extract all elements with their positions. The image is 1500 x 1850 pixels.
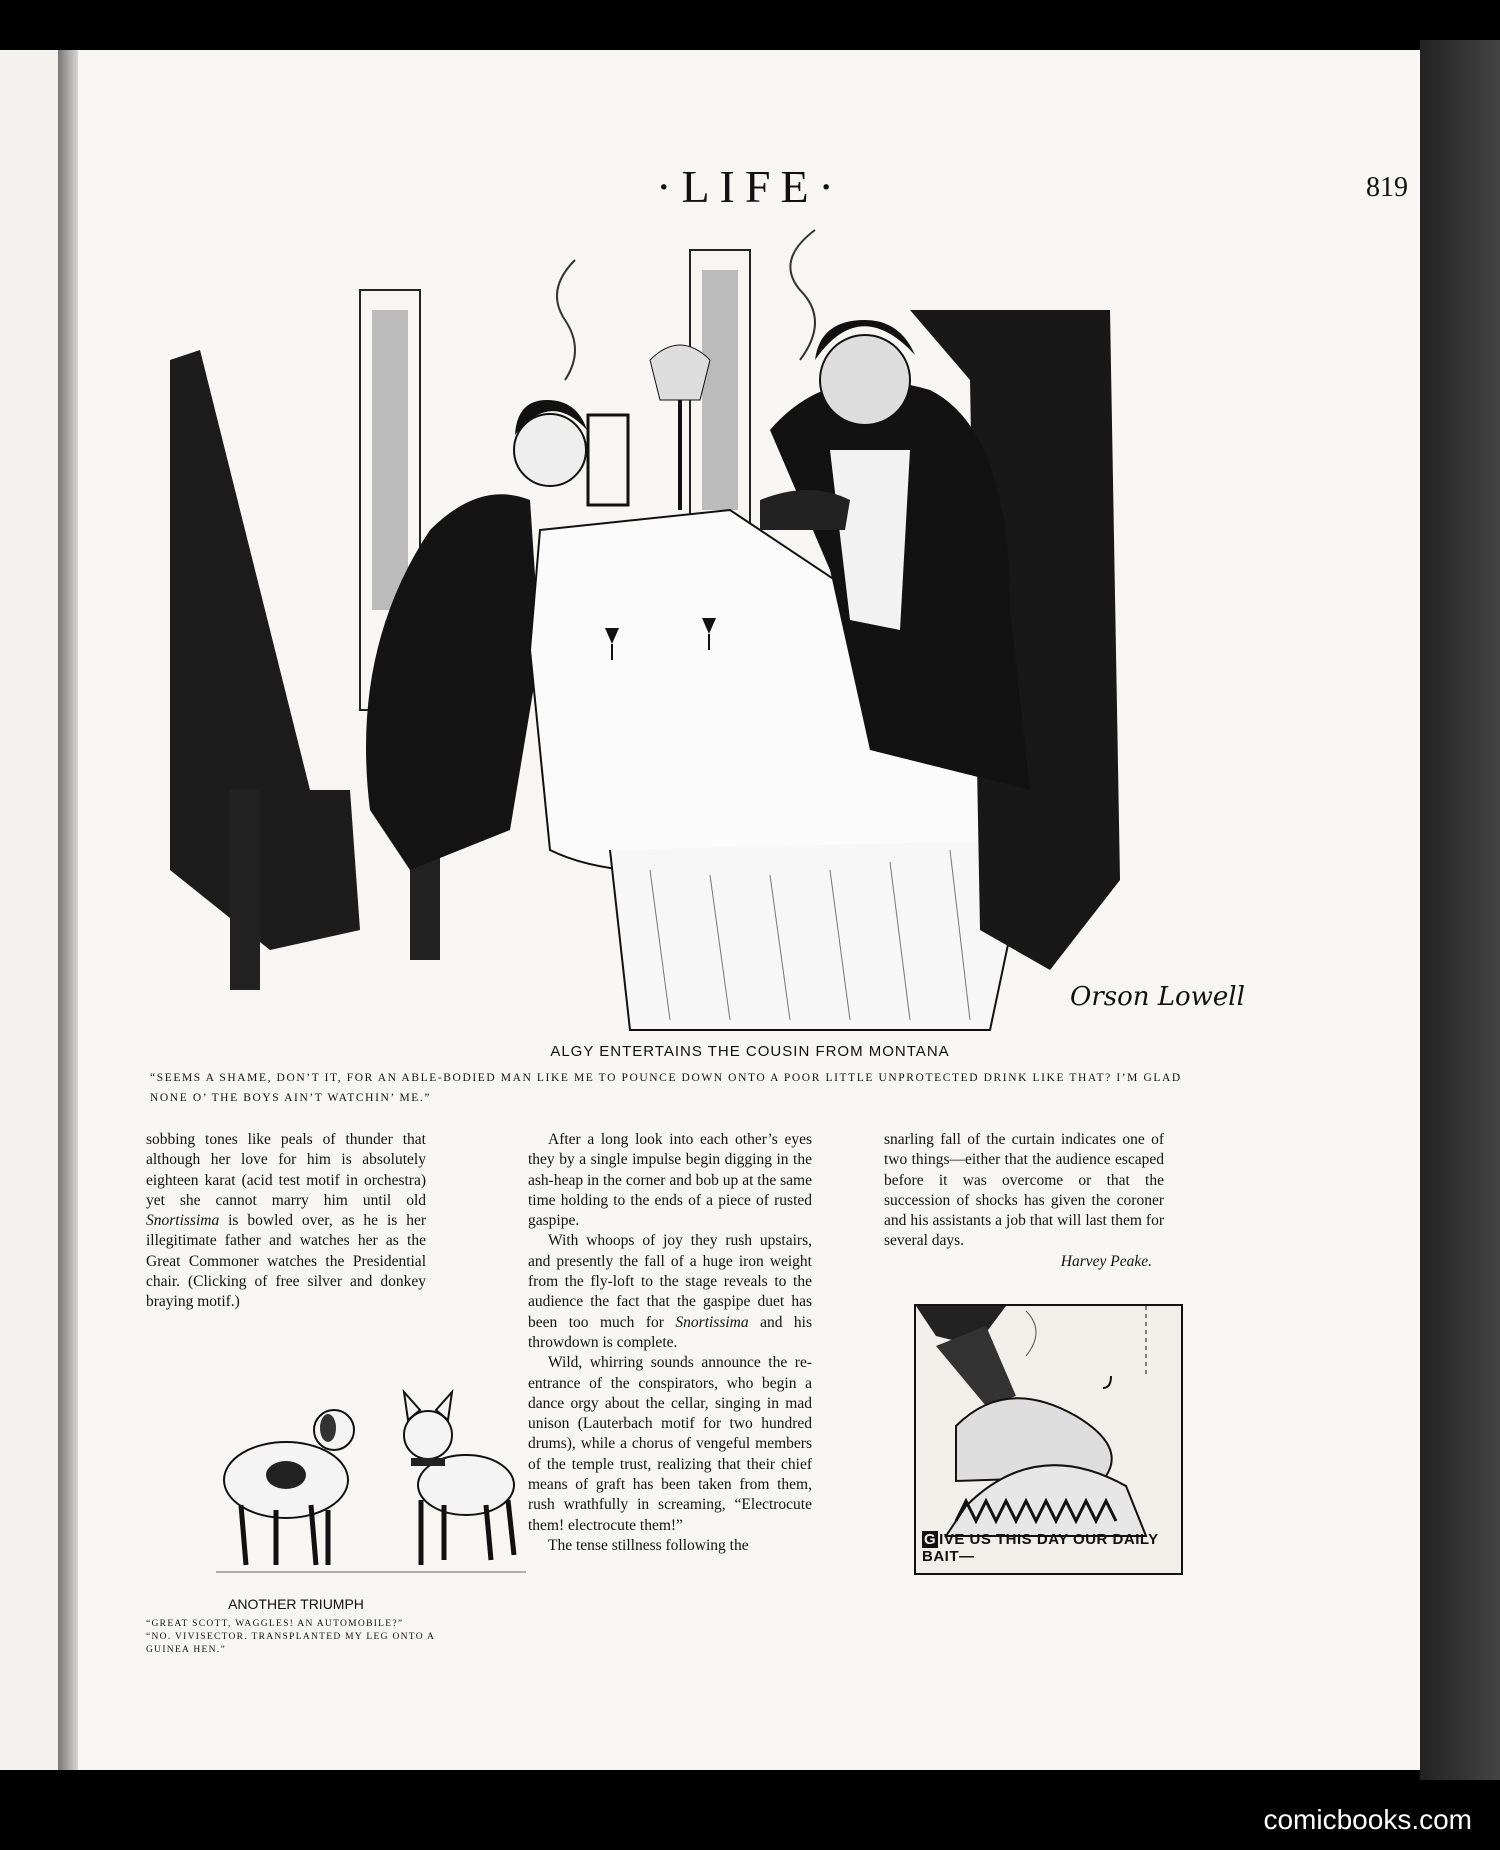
dogs-quote-line-2: “NO. VIVISECTOR. TRANSPLANTED MY LEG ONTO A GUINEA HEN.” — [146, 1632, 435, 1655]
dogs-quote-line-1: “GREAT SCOTT, WAGGLES! AN AUTOMOBILE?” — [146, 1619, 404, 1629]
page-edge-right — [1420, 40, 1500, 1780]
column2-paragraph-2: With whoops of joy they rush upstairs, and presently the fall of a huge iron weight from the fly-loft to the stage reveals to the audience the fact that the gaspipe duet has been too much for Snortissima and his throwdown is complete. — [528, 1232, 813, 1351]
dogs-cartoon-quote — [146, 1618, 446, 1657]
dogs-illustration — [216, 1360, 526, 1590]
illustration-quote: “SEEMS A SHAME, DON’T IT, FOR AN ABLE-BODIED MAN LIKE ME TO POUNCE DOWN ONTO A POOR LITTLE UNPROTECTED DRINK LIKE THAT? I’M GLAD NONE O’ THE BOYS AIN’T WATCHIN’ ME.” — [150, 1072, 1182, 1104]
column2-paragraph-1: After a long look into each other’s eyes they by a single impulse begin digging in the ash-heap in the corner and bob up at the same time holding to the ends of a piece of rusted gaspipe. — [528, 1131, 812, 1230]
column1-paragraph: sobbing tones like peals of thunder that although her love for him is absolutely eighteen karat (acid test motif in orchestra) yet she cannot marry him until old Snortissima is bowled over, as he is her illegitimate father and watches her as the Great Commoner watches the Presidential chair. (Clicking of free silver and donkey braying motif.) — [146, 1131, 426, 1311]
page-spine — [58, 50, 78, 1770]
dogs-cartoon-title: ANOTHER TRIUMPH — [228, 1596, 364, 1612]
bait-cartoon-caption: G IVE US THIS DAY OUR DAILY BAIT— — [922, 1531, 1159, 1565]
page-number: 819 — [1366, 172, 1408, 203]
text-column-3 — [884, 1130, 1164, 1272]
artist-signature: Orson Lowell — [1070, 982, 1245, 1012]
previous-page-edge — [0, 50, 58, 1770]
column2-paragraph-4: The tense stillness following the — [548, 1536, 749, 1554]
column2-paragraph-3: Wild, whirring sounds announce the re-entrance of the conspirators, who begin a dance orgy about the cellar, singing in mad unison (Lauterbach motif for two hundred drums), while a chorus of vengeful members of the temple trust, realizing that their chief means of graft has been taken from them, rush wrathfully in screaming, “Electrocute them! electrocute them!” — [528, 1354, 812, 1534]
text-column-1 — [146, 1130, 426, 1313]
text-column-2 — [528, 1130, 812, 1556]
daily-bait-cartoon — [914, 1304, 1183, 1575]
illustration-title: ALGY ENTERTAINS THE COUSIN FROM MONTANA — [550, 1043, 950, 1060]
dining-illustration — [110, 230, 1245, 1040]
masthead: ·LIFE· — [656, 161, 844, 212]
column3-paragraph: snarling fall of the curtain indicates one of two things—either that the audience escaped before it was overcome or that the succession of shocks has given the coroner and his assistants a job that will last them for several days. — [884, 1131, 1164, 1250]
author-signature: Harvey Peake. — [1060, 1252, 1152, 1270]
site-watermark: comicbooks.com — [1263, 1804, 1472, 1835]
